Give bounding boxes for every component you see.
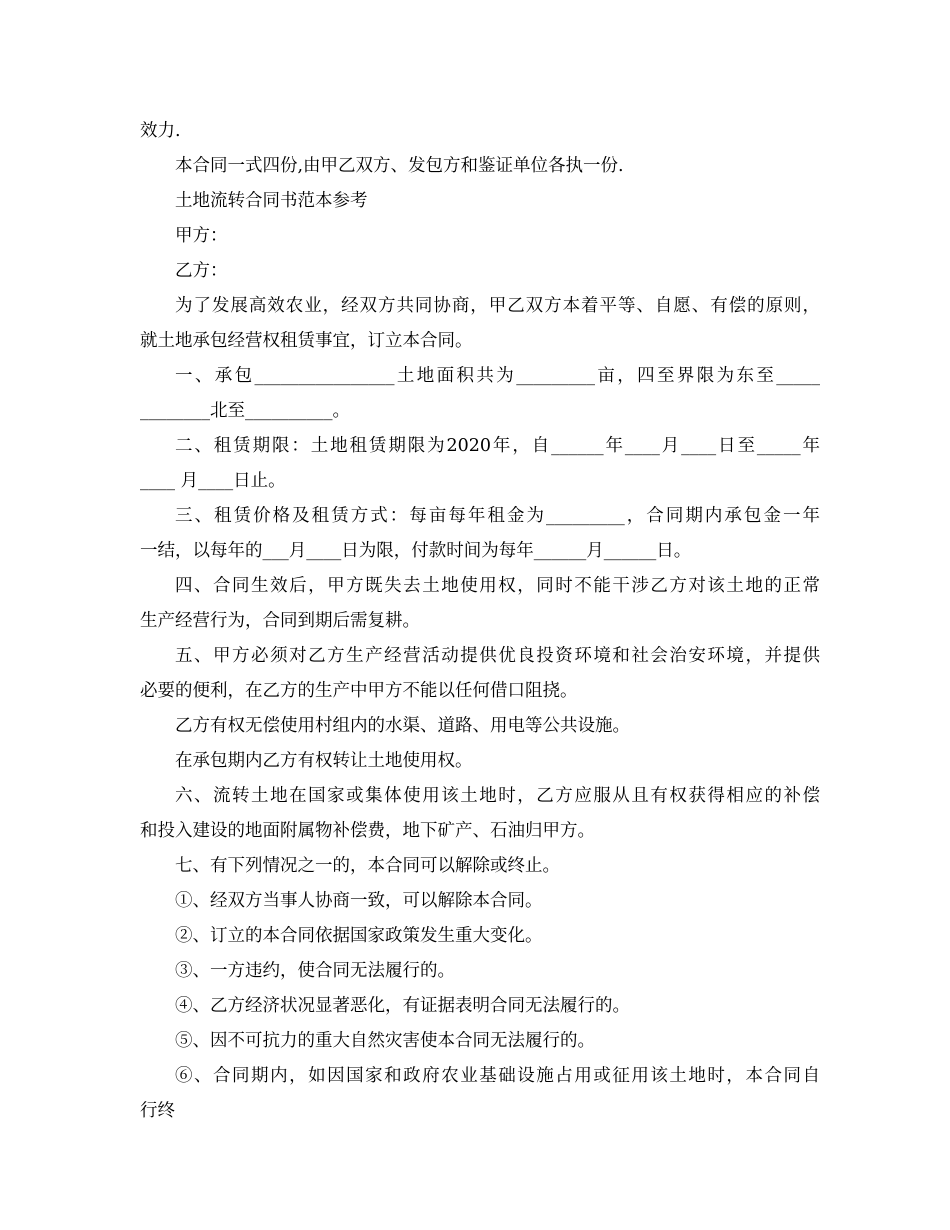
list-item: ⑤、因不可抗力的重大自然灾害使本合同无法履行的。	[175, 1031, 595, 1051]
text-line: ____ 月____日止。	[140, 471, 286, 491]
text-line: 乙方有权无偿使用村组内的水渠、道路、用电等公共设施。	[175, 716, 630, 736]
text-line: 为了发展高效农业，经双方共同协商，甲乙双方本着平等、自愿、有偿的原则，	[175, 296, 820, 316]
text-line: 二、租赁期限：土地租赁期限为2020年，自______年____月____日至_____年	[175, 436, 820, 456]
text-line: 生产经营行为，合同到期后需复耕。	[140, 611, 420, 631]
text-line: 就土地承包经营权租赁事宜，订立本合同。	[140, 331, 473, 351]
text-line: ________北至__________。	[140, 401, 350, 421]
party-b-label: 乙方：	[175, 261, 228, 281]
text-line: 必要的便利，在乙方的生产中甲方不能以任何借口阻挠。	[140, 681, 578, 701]
text-line: 在承包期内乙方有权转让土地使用权。	[175, 751, 473, 771]
text-line: 六、流转土地在国家或集体使用该土地时，乙方应服从且有权获得相应的补偿	[175, 786, 820, 806]
text-line: 效力.	[140, 121, 181, 141]
list-item: ③、一方违约，使合同无法履行的。	[175, 961, 455, 981]
text-line: 四、合同生效后，甲方既失去土地使用权，同时不能干涉乙方对该土地的正常	[175, 576, 820, 596]
text-line: 行终	[140, 1101, 175, 1121]
text-line: 一、承包________________土地面积共为_________亩，四至界限为东至_____	[175, 366, 820, 386]
party-a-label: 甲方：	[175, 226, 228, 246]
document-title: 土地流转合同书范本参考	[175, 191, 368, 211]
list-item: ⑥、合同期内，如因国家和政府农业基础设施占用或征用该土地时，本合同自	[175, 1066, 820, 1086]
text-line: 和投入建设的地面附属物补偿费，地下矿产、石油归甲方。	[140, 821, 595, 841]
list-item: ②、订立的本合同依据国家政策发生重大变化。	[175, 926, 543, 946]
list-item: ④、乙方经济状况显著恶化，有证据表明合同无法履行的。	[175, 996, 630, 1016]
text-line: 一结，以每年的___月____日为限，付款时间为每年______月______日。	[140, 541, 692, 561]
list-item: ①、经双方当事人协商一致，可以解除本合同。	[175, 891, 543, 911]
text-line: 五、甲方必须对乙方生产经营活动提供优良投资环境和社会治安环境，并提供	[175, 646, 820, 666]
document-page	[140, 114, 820, 1129]
text-line: 七、有下列情况之一的，本合同可以解除或终止。	[175, 856, 560, 876]
text-line: 本合同一式四份,由甲乙双方、发包方和鉴证单位各执一份.	[175, 156, 624, 176]
text-line: 三、租赁价格及租赁方式：每亩每年租金为_________，合同期内承包金一年	[175, 506, 820, 526]
